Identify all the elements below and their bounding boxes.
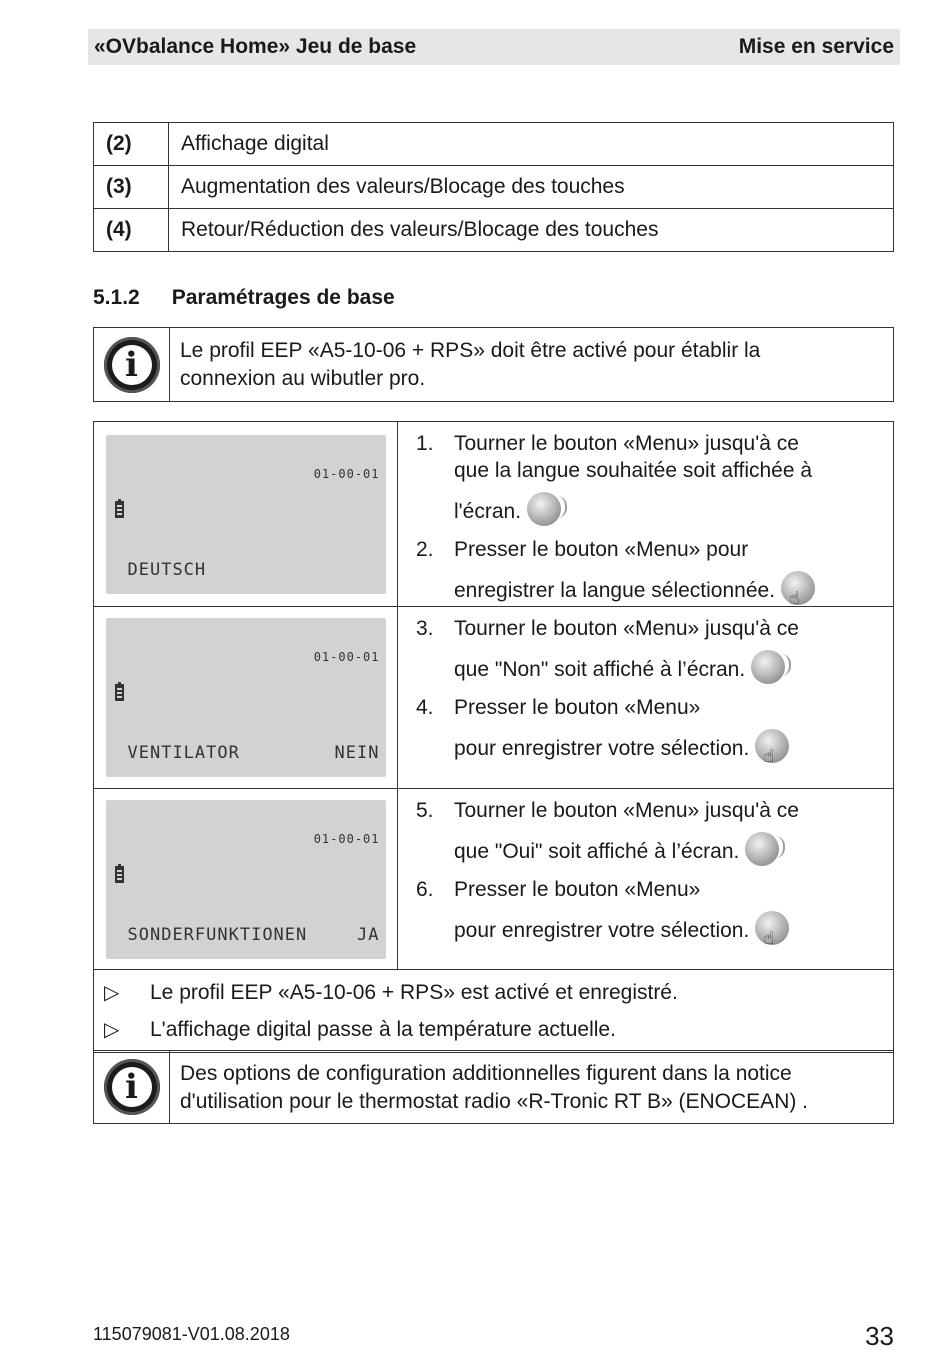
legend-text: Augmentation des valeurs/Blocage des touches	[169, 166, 894, 209]
legend-number: (4)	[94, 209, 169, 252]
info-note-options	[93, 1050, 894, 1124]
instruction-item: 5. Tourner le bouton «Menu» jusqu'à ce que "Oui" soit affiché à l’écran.	[416, 797, 799, 866]
press-knob-icon	[755, 911, 789, 945]
lcd-display	[106, 800, 386, 959]
legend-text: Retour/Réduction des valeurs/Blocage des touches	[169, 209, 894, 252]
legend-row	[94, 123, 894, 166]
legend-text: Affichage digital	[169, 123, 894, 166]
battery-icon	[115, 866, 124, 883]
legend-row	[94, 209, 894, 252]
turn-knob-icon	[527, 492, 561, 526]
step-row	[94, 607, 893, 789]
info-note-text: Des options de configuration additionnelles figurent dans la notice d'utilisation pour le thermostat radio «R-Tronic RT B» (ENOCEAN) .	[180, 1062, 809, 1113]
section-title: Paramétrages de base	[171, 286, 395, 309]
lcd-date: 01-00-01	[313, 650, 380, 664]
chapter-title: Mise en service	[738, 35, 894, 58]
battery-icon	[115, 684, 124, 701]
document-code: 115079081-V01.08.2018	[93, 1324, 290, 1344]
legend-number: (2)	[94, 123, 169, 166]
page-number: 33	[865, 1321, 894, 1351]
info-note-text: Le profil EEP «A5-10-06 + RPS» doit être activé pour établir la connexion au wibutler pro.	[180, 339, 761, 390]
lcd-main-text: VENTILATOR	[127, 743, 240, 763]
legend-row	[94, 166, 894, 209]
turn-knob-icon	[745, 832, 779, 866]
result-item: ▷ Le profil EEP «A5-10-06 + RPS» est activé et enregistré.	[104, 980, 678, 1004]
steps-table	[93, 421, 894, 1053]
legend-table	[93, 122, 894, 252]
info-note-profile	[93, 327, 894, 402]
document-title: «OVbalance Home» Jeu de base	[94, 35, 417, 58]
lcd-right-text: NEIN	[334, 743, 380, 763]
instruction-item: 3. Tourner le bouton «Menu» jusqu'à ce que "Non" soit affiché à l’écran.	[416, 615, 799, 684]
instruction-item: 1. Tourner le bouton «Menu» jusqu'à ce que la langue souhaitée soit affichée à l'écran.	[416, 430, 815, 526]
section-heading	[93, 286, 395, 310]
lcd-display	[106, 435, 386, 594]
instruction-item: 4. Presser le bouton «Menu» pour enregistrer votre sélection.☝	[416, 694, 799, 763]
step-row	[94, 422, 893, 607]
press-knob-icon	[781, 571, 815, 605]
page-header	[88, 29, 900, 65]
step-row	[94, 789, 893, 970]
info-icon: i	[104, 1059, 160, 1115]
section-number: 5.1.2	[93, 286, 140, 309]
lcd-main-text: SONDERFUNKTIONEN	[127, 924, 308, 945]
lcd-right-text: JA	[357, 924, 380, 945]
info-icon: i	[104, 337, 160, 393]
result-arrow-icon: ▷	[104, 1019, 120, 1041]
instruction-item: 6. Presser le bouton «Menu» pour enregistrer votre sélection.☝	[416, 876, 799, 945]
lcd-date: 01-00-01	[313, 466, 380, 481]
result-arrow-icon: ▷	[104, 982, 120, 1004]
lcd-main-text: DEUTSCH	[127, 559, 207, 580]
lcd-date: 01-00-01	[313, 831, 380, 846]
turn-knob-icon	[751, 650, 785, 684]
legend-number: (3)	[94, 166, 169, 209]
lcd-display	[106, 618, 386, 777]
result-item: ▷ L'affichage digital passe à la température actuelle.	[104, 1017, 616, 1041]
press-knob-icon	[755, 729, 789, 763]
battery-icon	[115, 501, 124, 518]
results-list	[94, 970, 893, 1052]
instruction-item: 2. Presser le bouton «Menu» pour enregistrer la langue sélectionnée.☝	[416, 536, 815, 605]
